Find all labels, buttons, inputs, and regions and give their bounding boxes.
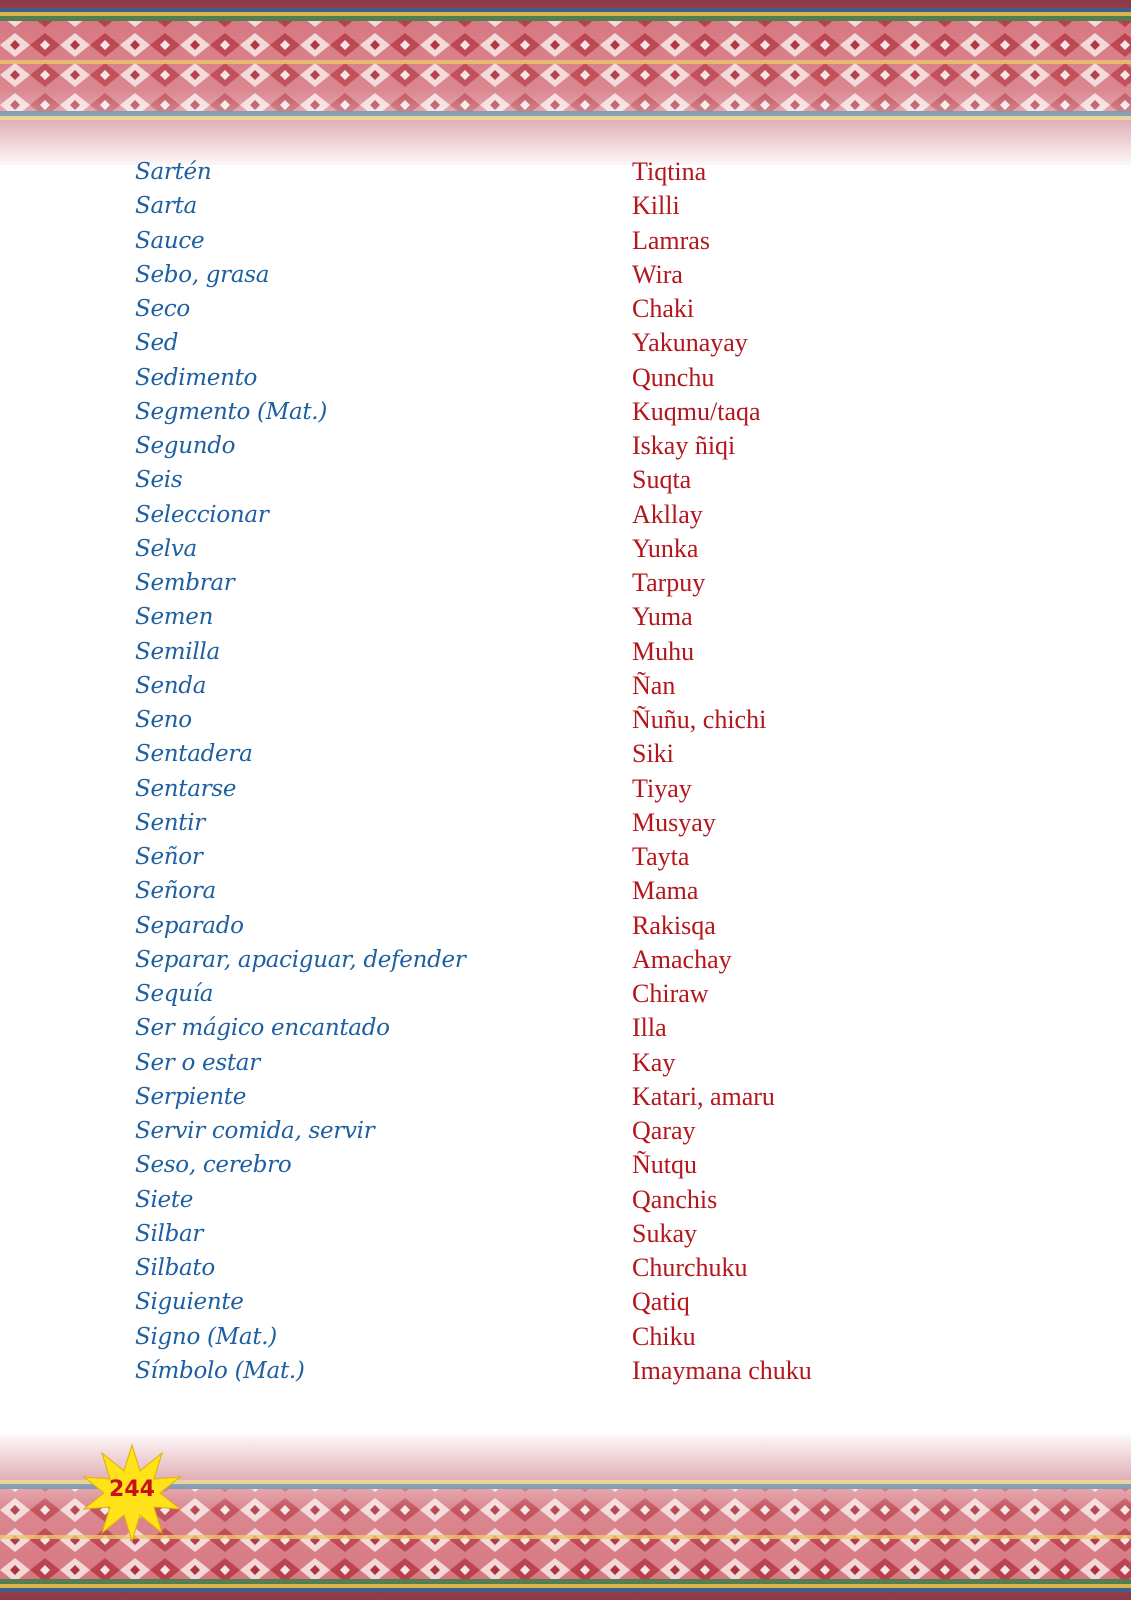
spanish-term: Sentadera xyxy=(135,741,253,768)
spanish-term: Seleccionar xyxy=(135,501,269,528)
glossary-entry xyxy=(0,1148,1131,1182)
spanish-term: Sentir xyxy=(135,809,205,836)
spanish-term: Segundo xyxy=(135,433,236,459)
quechua-term: Illa xyxy=(632,1013,667,1043)
quechua-term: Lamras xyxy=(632,225,710,255)
glossary-entry xyxy=(0,772,1131,806)
quechua-term: Ñan xyxy=(632,670,676,700)
glossary-entry xyxy=(0,395,1131,429)
spanish-term: Símbolo (Mat.) xyxy=(135,1357,305,1384)
quechua-term: Chaki xyxy=(632,294,695,323)
glossary-entry xyxy=(0,600,1131,634)
quechua-term: Imaymana chuku xyxy=(632,1355,812,1385)
spanish-term: Sebo, grasa xyxy=(135,261,270,288)
glossary-entry xyxy=(0,1011,1131,1045)
quechua-term: Qatiq xyxy=(632,1287,690,1317)
spanish-term: Silbar xyxy=(135,1220,204,1247)
quechua-term: Tarpuy xyxy=(632,568,706,597)
glossary-entry xyxy=(0,943,1131,977)
glossary-entry xyxy=(0,429,1131,463)
quechua-term: Tiyay xyxy=(632,773,692,803)
glossary-entry xyxy=(0,1217,1131,1251)
quechua-term: Qanchis xyxy=(632,1184,718,1214)
page-number-badge xyxy=(80,1443,184,1543)
glossary-entry xyxy=(0,874,1131,908)
spanish-term: Siete xyxy=(135,1186,194,1213)
glossary-entry xyxy=(0,1320,1131,1354)
glossary-entry xyxy=(0,669,1131,703)
glossary-entry xyxy=(0,361,1131,395)
spanish-term: Siguiente xyxy=(135,1289,244,1316)
spanish-term: Sed xyxy=(135,330,179,357)
spanish-term: Sedimento xyxy=(135,364,258,391)
spanish-term: Sarta xyxy=(135,193,197,220)
spanish-term: Senda xyxy=(135,672,207,699)
spanish-term: Señora xyxy=(135,878,216,905)
glossary-entry xyxy=(0,189,1131,223)
glossary-entry xyxy=(0,155,1131,189)
spanish-term: Serpiente xyxy=(135,1083,247,1110)
quechua-term: Suqta xyxy=(632,465,692,495)
quechua-term: Rakisqa xyxy=(632,910,716,940)
quechua-term: Katari, amaru xyxy=(632,1081,775,1111)
spanish-term: Sentarse xyxy=(135,775,237,802)
glossary-entry xyxy=(0,737,1131,771)
glossary-entry xyxy=(0,1046,1131,1080)
spanish-term: Signo (Mat.) xyxy=(135,1323,277,1350)
quechua-term: Tiqtina xyxy=(632,157,707,186)
quechua-term: Kay xyxy=(632,1047,676,1077)
quechua-term: Qaray xyxy=(632,1116,696,1145)
spanish-term: Seso, cerebro xyxy=(135,1152,292,1179)
glossary-list xyxy=(0,155,1131,1388)
quechua-term: Akllay xyxy=(632,499,703,529)
glossary-entry xyxy=(0,463,1131,497)
glossary-entry xyxy=(0,224,1131,258)
spanish-term: Sartén xyxy=(135,159,212,185)
quechua-term: Ñuñu, chichi xyxy=(632,705,767,734)
glossary-entry xyxy=(0,1354,1131,1388)
quechua-term: Muhu xyxy=(632,636,695,666)
glossary-entry xyxy=(0,977,1131,1011)
spanish-term: Silbato xyxy=(135,1255,215,1281)
quechua-term: Musyay xyxy=(632,807,716,837)
page-number: 244 xyxy=(109,1477,155,1502)
spanish-term: Separar, apaciguar, defender xyxy=(135,946,466,973)
spanish-term: Sequía xyxy=(135,981,214,1007)
quechua-term: Wira xyxy=(632,259,683,289)
spanish-term: Semilla xyxy=(135,638,220,665)
quechua-term: Sukay xyxy=(632,1218,697,1248)
spanish-term: Separado xyxy=(135,912,244,939)
quechua-term: Iskay ñiqi xyxy=(632,431,736,460)
spanish-term: Semen xyxy=(135,604,214,631)
spanish-term: Seno xyxy=(135,707,192,733)
glossary-entry xyxy=(0,840,1131,874)
quechua-term: Chiraw xyxy=(632,979,709,1008)
glossary-entry xyxy=(0,1251,1131,1285)
quechua-term: Qunchu xyxy=(632,362,715,392)
spanish-term: Ser o estar xyxy=(135,1049,260,1076)
glossary-entry xyxy=(0,566,1131,600)
glossary-entry xyxy=(0,909,1131,943)
glossary-entry xyxy=(0,292,1131,326)
textile-header-band xyxy=(0,0,1131,165)
spanish-term: Servir comida, servir xyxy=(135,1118,375,1144)
quechua-term: Ñutqu xyxy=(632,1150,697,1180)
spanish-term: Señor xyxy=(135,844,203,870)
glossary-entry xyxy=(0,1183,1131,1217)
spanish-term: Selva xyxy=(135,535,197,562)
quechua-term: Yakunayay xyxy=(632,328,748,358)
quechua-term: Kuqmu/taqa xyxy=(632,396,761,426)
quechua-term: Siki xyxy=(632,739,674,769)
spanish-term: Sembrar xyxy=(135,570,235,596)
glossary-entry xyxy=(0,532,1131,566)
glossary-entry xyxy=(0,258,1131,292)
glossary-entry xyxy=(0,1080,1131,1114)
quechua-term: Yunka xyxy=(632,533,699,563)
spanish-term: Sauce xyxy=(135,227,205,254)
spanish-term: Segmento (Mat.) xyxy=(135,398,327,425)
quechua-term: Mama xyxy=(632,876,699,906)
quechua-term: Churchuku xyxy=(632,1253,748,1282)
glossary-entry xyxy=(0,326,1131,360)
quechua-term: Tayta xyxy=(632,842,690,871)
quechua-term: Amachay xyxy=(632,944,732,974)
glossary-entry xyxy=(0,1114,1131,1148)
spanish-term: Seis xyxy=(135,467,183,494)
quechua-term: Killi xyxy=(632,191,680,221)
glossary-entry xyxy=(0,498,1131,532)
glossary-entry xyxy=(0,1285,1131,1319)
spanish-term: Ser mágico encantado xyxy=(135,1015,390,1042)
glossary-entry xyxy=(0,635,1131,669)
glossary-entry xyxy=(0,806,1131,840)
quechua-term: Yuma xyxy=(632,602,693,632)
glossary-entry xyxy=(0,703,1131,737)
spanish-term: Seco xyxy=(135,296,190,322)
quechua-term: Chiku xyxy=(632,1321,696,1351)
